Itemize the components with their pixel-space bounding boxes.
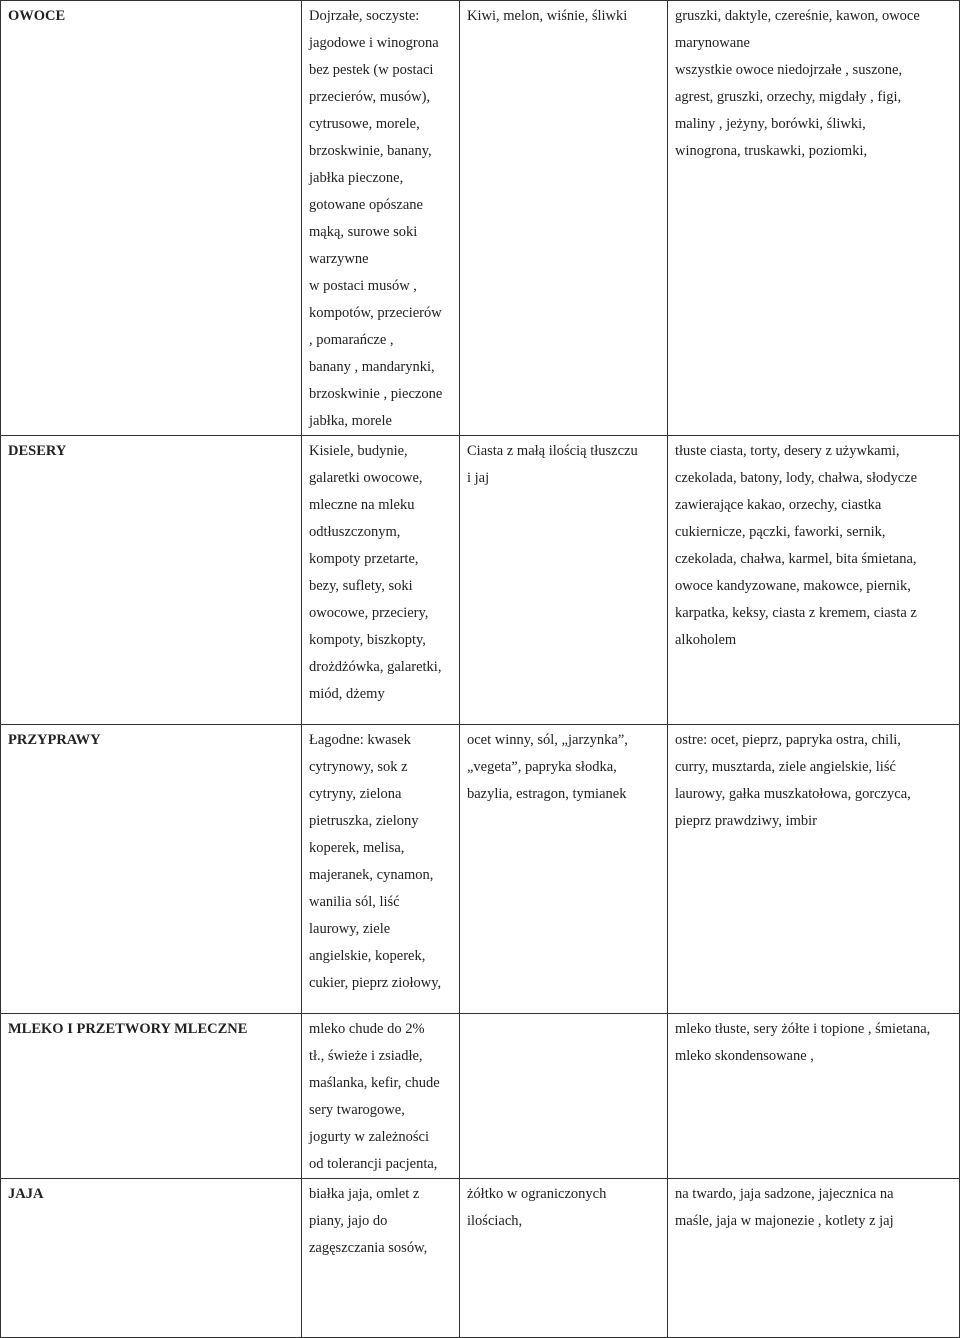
cell-text-line: maliny , jeżyny, borówki, śliwki, [675, 116, 866, 132]
cell-text-line: mleko tłuste, sery żółte i topione , śmietana, [675, 1021, 931, 1037]
category-label: JAJA [8, 1186, 44, 1202]
cell-text-line: kompoty, biszkopty, [309, 632, 426, 648]
allowed-cell [302, 1, 460, 436]
cell-text-line: maślanka, kefir, chude [309, 1075, 440, 1091]
cell-text-line: „vegeta”, papryka słodka, [467, 759, 617, 775]
cell-text-line: koperek, melisa, [309, 840, 405, 856]
cell-text-line: tłuste ciasta, torty, desery z używkami, [675, 443, 900, 459]
cell-text-line: angielskie, koperek, [309, 948, 426, 964]
cell-text-line: ostre: ocet, pieprz, papryka ostra, chili, [675, 732, 901, 748]
cell-text-line: wszystkie owoce niedojrzałe , suszone, [675, 62, 903, 78]
table-row [1, 1014, 960, 1179]
cell-text-line: tł., świeże i zsiadłe, [309, 1048, 423, 1064]
cell-text-line: curry, musztarda, ziele angielskie, liść [675, 759, 896, 775]
limited-cell [460, 1014, 668, 1179]
limited-cell [460, 1179, 668, 1338]
cell-text-line: mleczne na mleku [309, 497, 415, 513]
cell-text-line: jabłka, morele [309, 413, 392, 429]
cell-text-line: mleko chude do 2% [309, 1021, 425, 1037]
category-cell [1, 1179, 302, 1338]
table-row [1, 436, 960, 725]
cell-text-line: kompoty przetarte, [309, 551, 419, 567]
cell-text-line: galaretki owocowe, [309, 470, 423, 486]
cell-text-line: zawierające kakao, orzechy, ciastka [675, 497, 882, 513]
cell-text-line: Dojrzałe, soczyste: [309, 8, 420, 24]
cell-text-line: mąką, surowe soki [309, 224, 418, 240]
cell-text-line: gruszki, daktyle, czereśnie, kawon, owoce [675, 8, 920, 24]
cell-text-line: jabłka pieczone, [309, 170, 404, 186]
cell-text-line: gotowane opószane [309, 197, 423, 213]
limited-cell [460, 1, 668, 436]
limited-cell [460, 436, 668, 725]
cell-text-line: laurowy, ziele [309, 921, 391, 937]
cell-text-line: marynowane [675, 35, 750, 51]
table-row [1, 1, 960, 436]
cell-text-line: piany, jajo do [309, 1213, 388, 1229]
cell-text-line: Łagodne: kwasek [309, 732, 411, 748]
cell-text-line: jogurty w zależności [309, 1129, 429, 1145]
cell-text-line: Kiwi, melon, wiśnie, śliwki [467, 8, 628, 24]
cell-text-line: warzywne [309, 251, 369, 267]
category-label: DESERY [8, 443, 67, 459]
cell-text-line: cukier, pieprz ziołowy, [309, 975, 442, 991]
forbidden-cell [668, 1, 960, 436]
forbidden-cell [668, 1179, 960, 1338]
cell-text-line: owoce kandyzowane, makowce, piernik, [675, 578, 911, 594]
category-cell [1, 725, 302, 1014]
category-cell [1, 1014, 302, 1179]
forbidden-cell [668, 1014, 960, 1179]
cell-text-line: Kisiele, budynie, [309, 443, 408, 459]
cell-text-line: cytryny, zielona [309, 786, 402, 802]
cell-text-line: Ciasta z małą ilością tłuszczu [467, 443, 638, 459]
cell-text-line: kompotów, przecierów [309, 305, 442, 321]
category-label: OWOCE [8, 8, 66, 24]
cell-text-line: ocet winny, sól, „jarzynka”, [467, 732, 628, 748]
cell-text-line: winogrona, truskawki, poziomki, [675, 143, 868, 159]
cell-text-line: maśle, jaja w majonezie , kotlety z jaj [675, 1213, 894, 1229]
cell-text-line: czekolada, batony, lody, chałwa, słodycze [675, 470, 918, 486]
limited-cell [460, 725, 668, 1014]
cell-text-line: alkoholem [675, 632, 737, 648]
cell-text-line: cukiernicze, pączki, faworki, sernik, [675, 524, 886, 540]
cell-text-line: mleko skondensowane , [675, 1048, 814, 1064]
cell-text-line: w postaci musów , [309, 278, 417, 294]
cell-text-line: bazylia, estragon, tymianek [467, 786, 627, 802]
allowed-cell [302, 1179, 460, 1338]
table-row [1, 1179, 960, 1338]
cell-text-line: cytrusowe, morele, [309, 116, 420, 132]
cell-text-line: agrest, gruszki, orzechy, migdały , figi, [675, 89, 902, 105]
forbidden-cell [668, 436, 960, 725]
allowed-cell [302, 436, 460, 725]
cell-text-line: laurowy, gałka muszkatołowa, gorczyca, [675, 786, 911, 802]
cell-text-line: odtłuszczonym, [309, 524, 401, 540]
allowed-cell [302, 725, 460, 1014]
cell-text-line: majeranek, cynamon, [309, 867, 434, 883]
cell-text-line: pieprz prawdziwy, imbir [675, 813, 817, 829]
cell-text-line: czekolada, chałwa, karmel, bita śmietana, [675, 551, 917, 567]
cell-text-line: banany , mandarynki, [309, 359, 435, 375]
cell-text-line: miód, dżemy [309, 686, 385, 702]
cell-text-line: drożdżówka, galaretki, [309, 659, 442, 675]
cell-text-line: na twardo, jaja sadzone, jajecznica na [675, 1186, 894, 1202]
allowed-cell [302, 1014, 460, 1179]
category-cell [1, 1, 302, 436]
category-label: MLEKO I PRZETWORY MLECZNE [8, 1021, 248, 1037]
cell-text-line: białka jaja, omlet z [309, 1186, 420, 1202]
cell-text-line: jagodowe i winogrona [309, 35, 439, 51]
cell-text-line: cytrynowy, sok z [309, 759, 408, 775]
cell-text-line: żółtko w ograniczonych [467, 1186, 607, 1202]
table-row [1, 725, 960, 1014]
cell-text-line: od tolerancji pacjenta, [309, 1156, 438, 1172]
cell-text-line: zagęszczania sosów, [309, 1240, 428, 1256]
forbidden-cell [668, 725, 960, 1014]
cell-text-line: ilościach, [467, 1213, 523, 1229]
cell-text-line: bezy, suflety, soki [309, 578, 413, 594]
cell-text-line: i jaj [467, 470, 490, 486]
cell-text-line: brzoskwinie , pieczone [309, 386, 443, 402]
diet-table-body [1, 1, 960, 1338]
cell-text-line: brzoskwinie, banany, [309, 143, 432, 159]
cell-text-line: bez pestek (w postaci [309, 62, 434, 78]
cell-text-line: karpatka, keksy, ciasta z kremem, ciasta z [675, 605, 917, 621]
cell-text-line: , pomarańcze , [309, 332, 394, 348]
cell-text-line: przecierów, musów), [309, 89, 431, 105]
cell-text-line: owocowe, przeciery, [309, 605, 429, 621]
category-cell [1, 436, 302, 725]
category-label: PRZYPRAWY [8, 732, 101, 748]
cell-text-line: sery twarogowe, [309, 1102, 405, 1118]
cell-text-line: wanilia sól, liść [309, 894, 400, 910]
cell-text-line: pietruszka, zielony [309, 813, 419, 829]
